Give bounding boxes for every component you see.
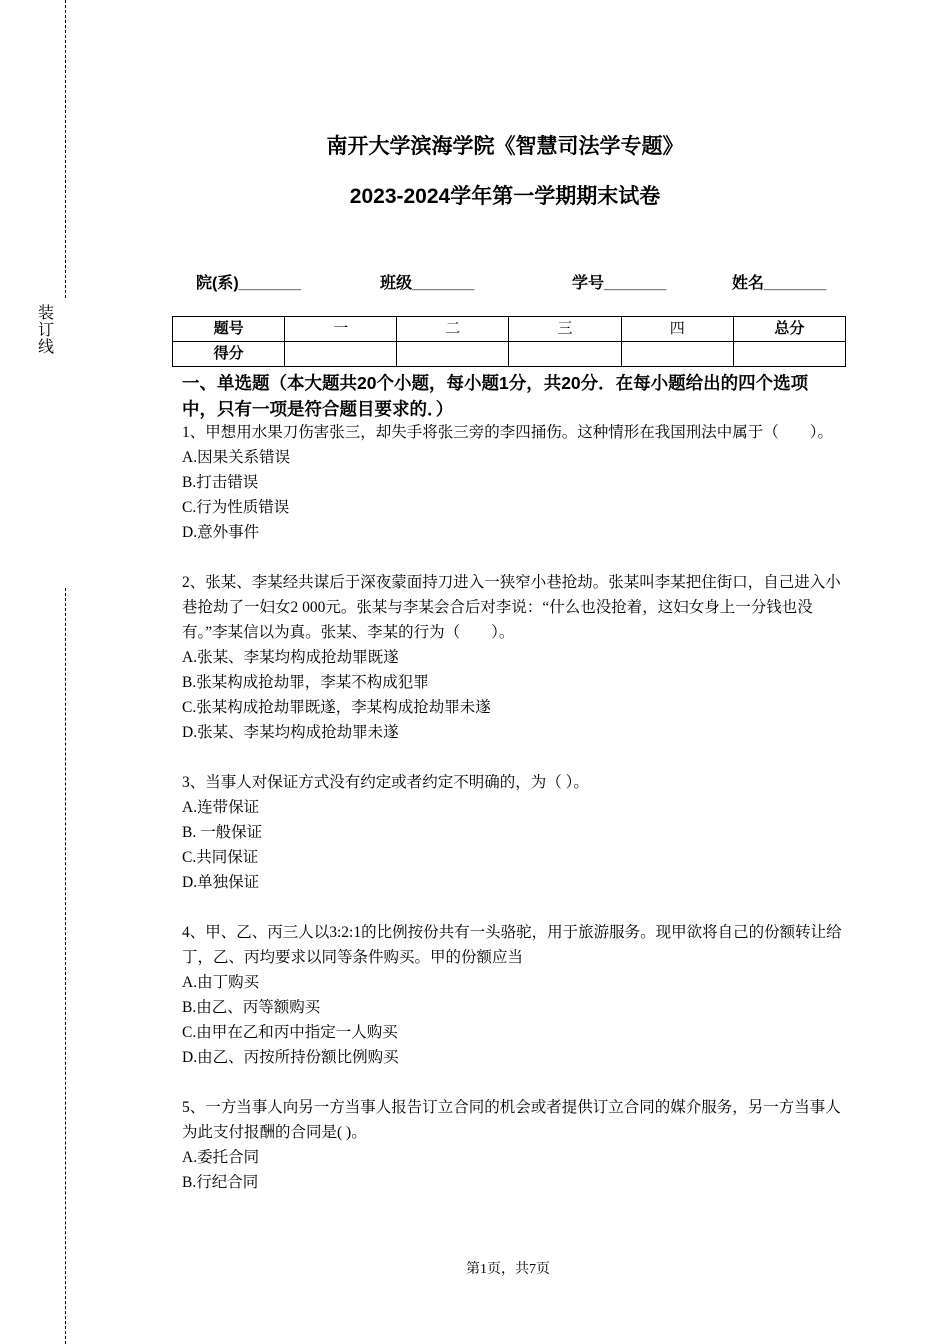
score-table-header-row — [173, 317, 846, 342]
question-4 — [182, 920, 842, 1070]
question-option: D.单独保证 — [182, 874, 260, 891]
question-option: B. 一般保证 — [182, 824, 263, 841]
score-table-empty-cell — [509, 342, 621, 367]
binding-line-bottom — [65, 588, 66, 1344]
student-id-field: 学号_______ — [572, 275, 667, 292]
question-option: B.张某构成抢劫罪，李某不构成犯罪 — [182, 674, 429, 691]
score-table-empty-cell — [397, 342, 509, 367]
binding-char: 订 — [38, 322, 55, 339]
class-field: 班级_______ — [380, 275, 475, 292]
exam-title-line2: 2023-2024学年第一学期期末试卷 — [349, 185, 661, 208]
question-5 — [182, 1095, 842, 1195]
question-option: B.由乙、丙等额购买 — [182, 999, 321, 1016]
question-list — [182, 420, 842, 1220]
page-footer: 第1页，共7页 — [466, 1262, 550, 1277]
question-text: 1、甲想用水果刀伤害张三，却失手将张三旁的李四捅伤。这种情形在我国刑法中属于（ ）。 — [182, 424, 834, 441]
question-option: D.由乙、丙按所持份额比例购买 — [182, 1049, 399, 1066]
binding-char: 装 — [38, 305, 55, 322]
question-option: A.连带保证 — [182, 799, 260, 816]
name-field: 姓名_______ — [732, 275, 827, 292]
question-option: C.由甲在乙和丙中指定一人购买 — [182, 1024, 398, 1041]
question-option: C.共同保证 — [182, 849, 259, 866]
score-table-empty-cell — [733, 342, 845, 367]
question-text: 4、甲、乙、丙三人以3:2:1的比例按份共有一头骆驼，用于旅游服务。现甲欲将自己的份额转让给丁，乙、丙均要求以同等条件购买。甲的份额应当 — [182, 924, 842, 966]
score-table-empty-cell — [285, 342, 397, 367]
binding-char: 线 — [38, 339, 55, 356]
question-option: A.委托合同 — [182, 1149, 260, 1166]
question-option: B.打击错误 — [182, 474, 259, 491]
score-table-cell: 题号 — [173, 317, 285, 342]
section-heading: 一、单选题（本大题共20个小题，每小题1分，共20分．在每小题给出的四个选项中，只有一项是符合题目要求的．） — [182, 373, 809, 419]
question-text: 3、当事人对保证方式没有约定或者约定不明确的，为（ ）。 — [182, 774, 589, 791]
question-1 — [182, 420, 842, 545]
question-option: C.张某构成抢劫罪既遂，李某构成抢劫罪未遂 — [182, 699, 491, 716]
score-table-empty-cell — [621, 342, 733, 367]
question-option: D.张某、李某均构成抢劫罪未遂 — [182, 724, 399, 741]
score-table-cell: 二 — [397, 317, 509, 342]
question-3 — [182, 770, 842, 895]
question-option: A.因果关系错误 — [182, 449, 291, 466]
binding-label — [38, 305, 54, 356]
department-field: 院(系)_______ — [196, 275, 301, 292]
question-2 — [182, 570, 842, 745]
score-table-cell: 四 — [621, 317, 733, 342]
exam-title-line1: 南开大学滨海学院《智慧司法学专题》 — [326, 135, 684, 158]
question-option: B.行纪合同 — [182, 1174, 259, 1191]
score-table-cell: 三 — [509, 317, 621, 342]
question-option: A.由丁购买 — [182, 974, 260, 991]
score-table-score-row — [173, 342, 846, 367]
score-table-cell: 得分 — [173, 342, 285, 367]
score-table-cell: 总分 — [733, 317, 845, 342]
score-table-cell: 一 — [285, 317, 397, 342]
question-text: 2、张某、李某经共谋后于深夜蒙面持刀进入一狭窄小巷抢劫。张某叫李某把住街口，自己进入小巷抢劫了一妇女2 000元。张某与李某会合后对李说：“什么也没抢着，这妇女身上一分钱也没有。”李某信以为真。张某、李某的行为（ ）。 — [182, 574, 841, 641]
question-option: D.意外事件 — [182, 524, 260, 541]
question-option: C.行为性质错误 — [182, 499, 290, 516]
score-table — [172, 316, 846, 367]
question-text: 5、一方当事人向另一方当事人报告订立合同的机会或者提供订立合同的媒介服务，另一方当事人为此支付报酬的合同是( )。 — [182, 1099, 841, 1141]
question-option: A.张某、李某均构成抢劫罪既遂 — [182, 649, 399, 666]
